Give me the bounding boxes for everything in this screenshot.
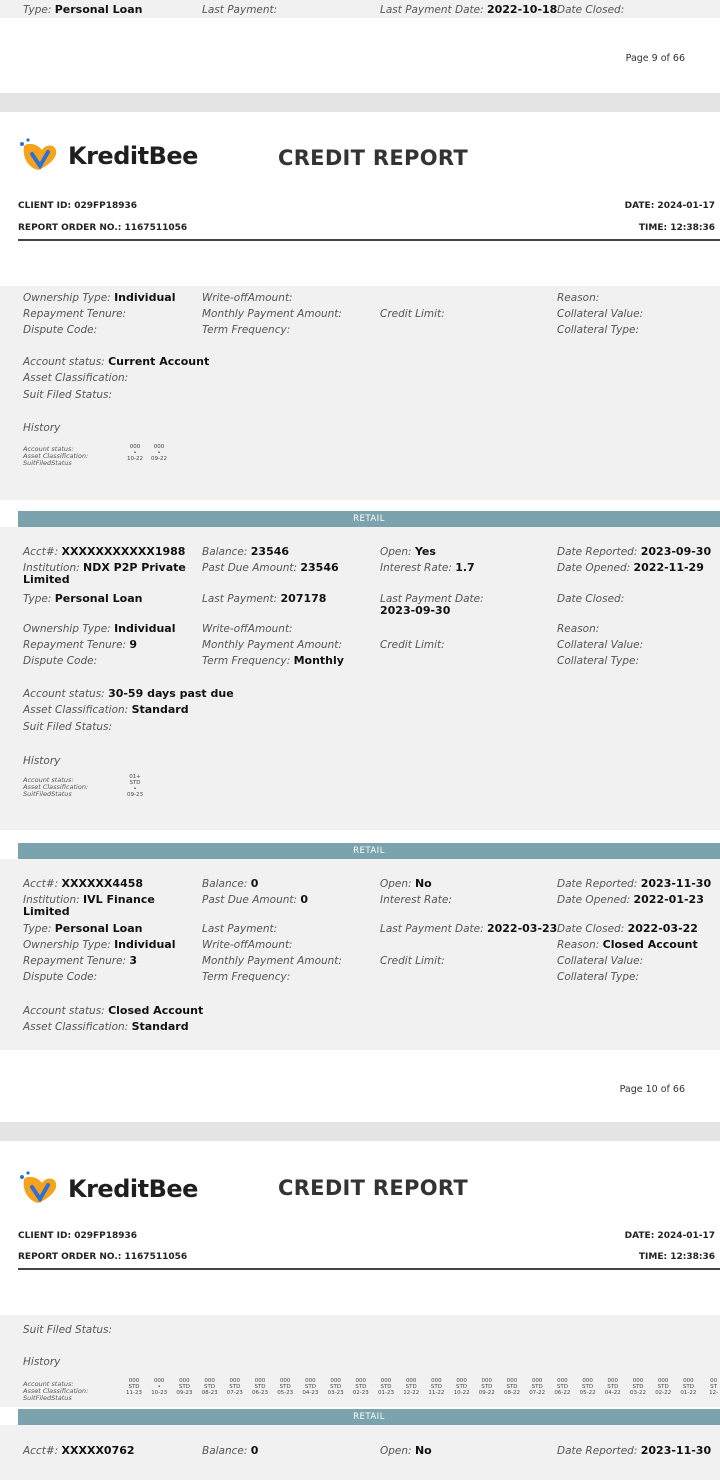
- collateral-type: Collateral Type:: [557, 655, 639, 667]
- history-row-labels: Account status: Asset Classification: SuitFiledStatus: [23, 776, 89, 798]
- history-cell: 000 STD 11-22: [428, 1378, 445, 1396]
- ownership-type: Ownership Type: Individual: [23, 622, 176, 635]
- history-cell: 000 STD 06-22: [554, 1378, 571, 1396]
- history-cell: 000 STD 10-22: [453, 1378, 470, 1396]
- history-cell: 000 STD 08-23: [201, 1378, 218, 1396]
- report-time: TIME: 12:38:36: [638, 223, 715, 233]
- kreditbee-bee-icon: [18, 138, 62, 174]
- suit-filed-status: Suit Filed Status:: [23, 1324, 113, 1336]
- dispute-code: Dispute Code:: [23, 655, 98, 667]
- brand-name: KreditBee: [68, 142, 198, 170]
- history-heading: History: [23, 1356, 61, 1368]
- collateral-value: Collateral Value:: [557, 955, 644, 967]
- client-id: CLIENT ID: 029FP18936: [18, 1231, 138, 1241]
- reason: Reason:: [557, 292, 600, 304]
- collateral-value: Collateral Value:: [557, 639, 644, 651]
- reason: Reason: Closed Account: [557, 938, 698, 951]
- retail-section-header: RETAIL: [18, 843, 720, 859]
- credit-limit: Credit Limit:: [380, 955, 445, 967]
- balance: Balance: 0: [202, 1444, 259, 1457]
- kreditbee-bee-icon: [18, 1171, 62, 1207]
- term-frequency: Term Frequency:: [202, 971, 291, 983]
- report-date: DATE: 2024-01-17: [624, 1231, 715, 1241]
- repayment-tenure: Repayment Tenure: 9: [23, 638, 138, 651]
- collateral-type: Collateral Type:: [557, 971, 639, 983]
- dispute-code: Dispute Code:: [23, 324, 98, 336]
- account-number: Acct#: XXXXXX4458: [23, 877, 144, 890]
- history-cell: 000 • 10-22: [127, 444, 143, 462]
- header-divider: [18, 1268, 720, 1270]
- history-cell: 000 STD 07-22: [529, 1378, 546, 1396]
- writeoff-amount: Write-offAmount:: [202, 623, 293, 635]
- account-status: Account status: Current Account: [23, 355, 210, 368]
- history-cell: 000 STD 08-22: [504, 1378, 520, 1396]
- date-opened: Date Opened: 2022-11-29: [557, 561, 704, 574]
- last-payment-date-field: Last Payment Date: 2022-10-18: [380, 3, 558, 16]
- last-payment-field: Last Payment:: [202, 4, 278, 16]
- history-cell: 000 STD 06-23: [252, 1378, 268, 1396]
- monthly-payment: Monthly Payment Amount:: [202, 308, 342, 320]
- date-closed: Date Closed: 2022-03-22: [557, 922, 698, 935]
- last-payment-date: Last Payment Date: 2023-09-30: [380, 593, 484, 617]
- report-title: CREDIT REPORT: [278, 1176, 469, 1200]
- history-cell: 000 STD 09-23: [176, 1378, 193, 1396]
- client-id: CLIENT ID: 029FP18936: [18, 201, 138, 211]
- account-status: Account status: Closed Account: [23, 1004, 204, 1017]
- credit-limit: Credit Limit:: [380, 308, 445, 320]
- writeoff-amount: Write-offAmount:: [202, 292, 293, 304]
- account-number: Acct#: XXXXXXXXXXX1988: [23, 545, 186, 558]
- term-frequency: Term Frequency: Monthly: [202, 654, 344, 667]
- history-cell: 00 ST 12-: [709, 1378, 719, 1396]
- collateral-type: Collateral Type:: [557, 324, 639, 336]
- last-payment: Last Payment: 207178: [202, 592, 327, 605]
- repayment-tenure: Repayment Tenure:: [23, 308, 127, 320]
- history-cell: 000 STD 05-23: [277, 1378, 294, 1396]
- term-frequency: Term Frequency:: [202, 324, 291, 336]
- history-cell: 000 STD 07-23: [226, 1378, 243, 1396]
- report-page-9: [0, 0, 720, 93]
- history-cell: 000 STD 09-22: [478, 1378, 495, 1396]
- open-status: Open: Yes: [380, 545, 436, 558]
- past-due-amount: Past Due Amount: 23546: [202, 561, 339, 574]
- report-page-10: [0, 112, 720, 1122]
- brand-name: KreditBee: [68, 1175, 198, 1203]
- balance: Balance: 23546: [202, 545, 290, 558]
- history-cell: 000 STD 01-23: [378, 1378, 394, 1396]
- history-cell: 000 STD 03-22: [630, 1378, 646, 1396]
- date-opened: Date Opened: 2022-01-23: [557, 893, 704, 906]
- date-reported: Date Reported: 2023-11-30: [557, 1444, 712, 1457]
- suit-filed-status: Suit Filed Status:: [23, 389, 113, 401]
- date-closed: Date Closed:: [557, 593, 625, 605]
- history-cell: 000 STD 04-23: [302, 1378, 319, 1396]
- retail-section-header: RETAIL: [18, 1409, 720, 1425]
- ownership-type: Ownership Type: Individual: [23, 291, 176, 304]
- writeoff-amount: Write-offAmount:: [202, 939, 293, 951]
- retail-section-header: RETAIL: [18, 511, 720, 527]
- open-status: Open: No: [380, 877, 432, 890]
- report-order-no: REPORT ORDER NO.: 1167511056: [18, 1252, 188, 1262]
- history-cell: 000 • 09-22: [151, 444, 167, 462]
- balance: Balance: 0: [202, 877, 259, 890]
- date-closed-field: Date Closed:: [557, 4, 625, 16]
- brand-logo: [18, 138, 198, 174]
- asset-classification: Asset Classification: Standard: [23, 703, 189, 716]
- loan-type: Type: Personal Loan: [23, 592, 143, 605]
- history-heading: History: [23, 422, 61, 434]
- history-cell: 01+ STD • 09-23: [127, 774, 143, 798]
- report-title: CREDIT REPORT: [278, 146, 469, 170]
- date-reported: Date Reported: 2023-09-30: [557, 545, 712, 558]
- history-cell: 000 STD 04-22: [604, 1378, 621, 1396]
- account-number: Acct#: XXXXX0762: [23, 1444, 135, 1457]
- retail-account-4458: [0, 859, 720, 1050]
- interest-rate: Interest Rate: 1.7: [380, 561, 475, 574]
- type-field: Type: Personal Loan: [23, 3, 143, 16]
- history-cell: 000 STD 11-23: [126, 1378, 142, 1396]
- history-cell: 000 STD 02-22: [655, 1378, 672, 1396]
- retail-account-1988: [0, 527, 720, 830]
- report-page-11: [0, 1141, 720, 1480]
- last-payment: Last Payment:: [202, 923, 278, 935]
- brand-logo: [18, 1171, 198, 1207]
- history-cell: 000 STD 01-22: [680, 1378, 697, 1396]
- history-row-labels: Account status: Asset Classification: SuitFiledStatus: [23, 1380, 89, 1402]
- history-row-labels: Account status: Asset Classification: SuitFiledStatus: [23, 445, 89, 467]
- account-status: Account status: 30-59 days past due: [23, 687, 234, 700]
- monthly-payment: Monthly Payment Amount:: [202, 955, 342, 967]
- collateral-value: Collateral Value:: [557, 308, 644, 320]
- institution: Institution: IVL Finance Limited: [23, 893, 155, 918]
- institution: Institution: NDX P2P Private Limited: [23, 561, 186, 586]
- history-cell: 000 STD 12-22: [403, 1378, 420, 1396]
- loan-type: Type: Personal Loan: [23, 922, 143, 935]
- open-status: Open: No: [380, 1444, 432, 1457]
- dispute-code: Dispute Code:: [23, 971, 98, 983]
- reason: Reason:: [557, 623, 600, 635]
- history-cell: 000 STD 05-22: [579, 1378, 596, 1396]
- date-reported: Date Reported: 2023-11-30: [557, 877, 712, 890]
- past-due-amount: Past Due Amount: 0: [202, 893, 309, 906]
- credit-limit: Credit Limit:: [380, 639, 445, 651]
- report-order-no: REPORT ORDER NO.: 1167511056: [18, 223, 188, 233]
- interest-rate: Interest Rate:: [380, 894, 452, 906]
- history-cell: 000 • 10-23: [151, 1378, 168, 1396]
- account-continuation: [0, 1315, 720, 1407]
- monthly-payment: Monthly Payment Amount:: [202, 639, 342, 651]
- retail-account-0762: [0, 1425, 720, 1480]
- ownership-type: Ownership Type: Individual: [23, 938, 176, 951]
- history-cell: 000 STD 02-23: [352, 1378, 369, 1396]
- header-divider: [18, 239, 720, 241]
- account-continuation: [0, 286, 720, 500]
- history-heading: History: [23, 755, 61, 767]
- report-date: DATE: 2024-01-17: [624, 201, 715, 211]
- page-number: Page 9 of 66: [625, 53, 685, 64]
- repayment-tenure: Repayment Tenure: 3: [23, 954, 138, 967]
- history-cell: 000 STD 03-23: [327, 1378, 344, 1396]
- suit-filed-status: Suit Filed Status:: [23, 721, 113, 733]
- page-number: Page 10 of 66: [619, 1084, 685, 1095]
- last-payment-date: Last Payment Date: 2022-03-23: [380, 922, 558, 935]
- asset-classification: Asset Classification: Standard: [23, 1020, 189, 1033]
- asset-classification: Asset Classification:: [23, 372, 129, 384]
- report-time: TIME: 12:38:36: [638, 1252, 715, 1262]
